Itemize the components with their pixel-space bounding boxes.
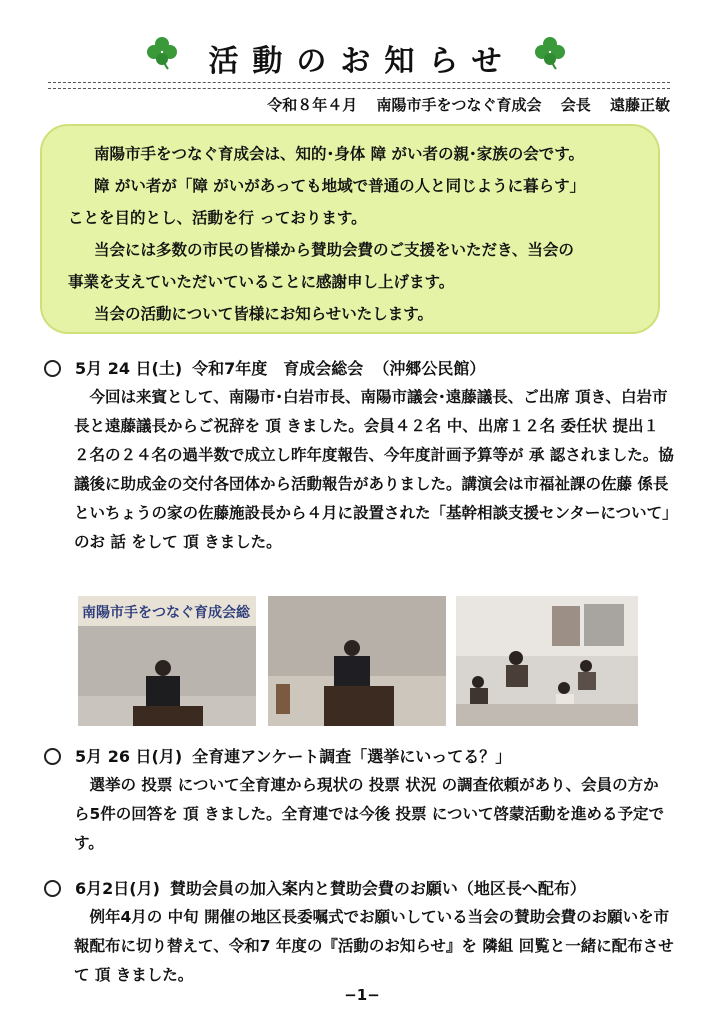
section-title: 賛助会員の加入案内と賛助会費のお願い（地区長へ配布） (169, 879, 586, 898)
section-heading (44, 354, 684, 383)
section-general-meeting (44, 354, 684, 557)
photo-banner-text: 南陽市手をつなぐ育成会総 (82, 605, 250, 621)
issue-meta (0, 94, 670, 115)
section-title: 全育連アンケート調査「選挙にいってる？」 (192, 747, 512, 766)
org-name: 南陽市手をつなぐ育成会 (376, 96, 542, 114)
page-title: 活動のお知らせ (208, 44, 516, 79)
title-divider (48, 82, 670, 89)
section-date: 5月 26 日(月) (75, 747, 183, 766)
photo-audience (456, 596, 638, 726)
issue-date: 令和８年４月 (267, 96, 358, 114)
photo-speaker-1 (78, 596, 256, 726)
section-title: 令和7年度 育成会総会 (192, 359, 364, 378)
section-body: 今回は来賓として、南陽市･白岩市長、南陽市議会･遠藤議長、ご出席 頂き、白岩市長と遠藤議長からご祝辞を 頂 きました。会員４２名 中、出席１２名 委任状 提出１２名の２４名の過半数で成立し昨年度報告、今年度計画予算等が 承 認されました。協議後に助成金の交付各団体から活動報告がありました。講演会は市福祉課の佐藤 係長 といちょうの家の佐藤施設長から４月に設置された「基幹相談支援センターについて」のお 話 をして 頂 きました。 (74, 388, 674, 551)
bullet-circle-icon (44, 360, 61, 377)
intro-line: 事業を支えていただいていることに感謝申し上げます。 (68, 273, 455, 291)
intro-box (40, 124, 660, 334)
section-body: 例年4月の 中旬 開催の地区長委嘱式でお願いしている当会の賛助会費のお願いを市報配布に切り替えて、令和7 年度の『活動のお知らせ』を 隣組 回覧と一緒に配布させて 頂 きました。 (74, 908, 674, 984)
section-survey (44, 742, 684, 858)
section-body: 選挙の 投票 について全育連から現状の 投票 状況 の調査依頼があり、会員の方から5件の回答を 頂 きました。全育連では今後 投票 について啓蒙活動を進める予定です。 (74, 776, 665, 852)
section-venue: （沖郷公民館） (373, 359, 486, 378)
clover-icon (534, 36, 566, 70)
author-role: 会長 (560, 96, 591, 114)
bullet-circle-icon (44, 880, 61, 897)
section-support-fee (44, 874, 684, 990)
title-row (0, 30, 724, 80)
intro-line: ことを目的とし、活動を行 っております。 (68, 209, 367, 227)
section-date: 5月 24 日(土) (75, 359, 183, 378)
bullet-circle-icon (44, 748, 61, 765)
section-heading (44, 874, 684, 903)
intro-line: 当会の活動について皆様にお知らせいたします。 (94, 305, 433, 323)
photo-speaker-2 (268, 596, 446, 726)
section-date: 6月2日(月) (75, 879, 160, 898)
intro-line: 当会には多数の市民の皆様から賛助会費のご支援をいただき、当会の (94, 241, 574, 259)
page-number: −1− (344, 986, 380, 1004)
photo-strip (78, 596, 638, 726)
intro-line: 障 がい者が「障 がいがあっても地域で普通の人と同じように暮らす」 (94, 177, 586, 195)
author-name: 遠藤正敏 (609, 96, 670, 114)
section-heading (44, 742, 684, 771)
intro-line: 南陽市手をつなぐ育成会は、知的･身体 障 がい者の親･家族の会です。 (94, 145, 585, 163)
